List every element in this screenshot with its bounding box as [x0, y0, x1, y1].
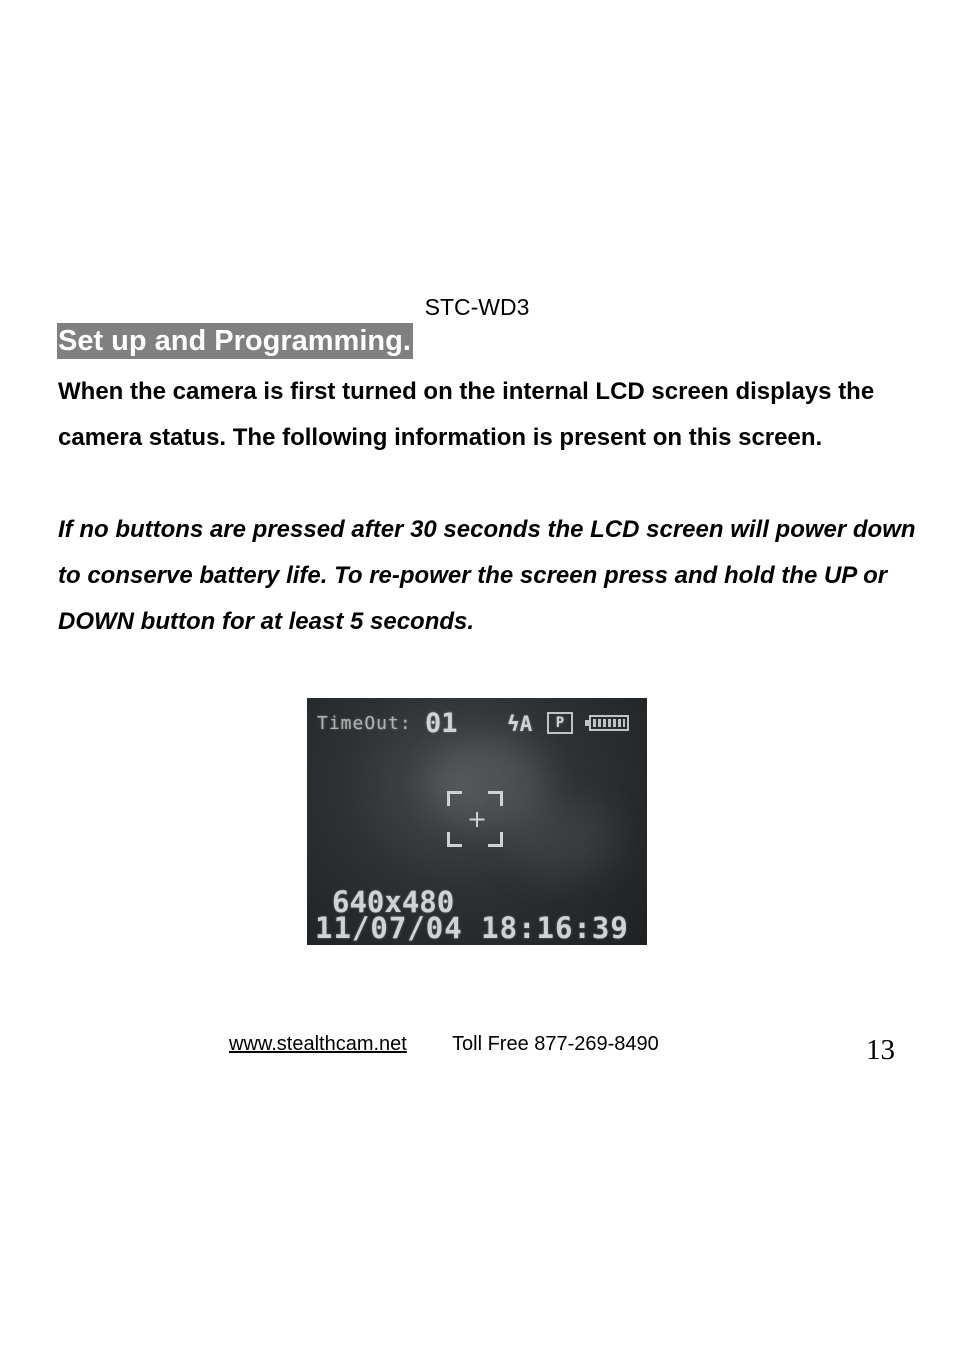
- website-link[interactable]: www.stealthcam.net: [229, 1033, 407, 1055]
- timeout-label: TimeOut:: [317, 713, 412, 734]
- resolution-readout: 640x480: [332, 885, 455, 919]
- datetime-readout: 11/07/04 18:16:39: [315, 911, 629, 945]
- intro-paragraph: When the camera is first turned on the internal LCD screen displays the camera status. The following information is present on this screen.: [58, 378, 875, 451]
- note-paragraph: If no buttons are pressed after 30 seconds the LCD screen will power down to conserve battery life. To re-power the screen press and hold the UP or DOWN button for at least 5 seconds.: [58, 516, 916, 635]
- lcd-screen-image: [307, 698, 647, 945]
- page-number: 13: [866, 1034, 895, 1066]
- section-title: Set up and Programming.: [58, 325, 411, 357]
- flash-auto-icon: ϟA: [507, 712, 533, 736]
- program-mode-icon: P: [547, 712, 573, 734]
- focus-frame-icon: +: [447, 791, 503, 847]
- timeout-value: 01: [425, 708, 458, 739]
- model-name: STC-WD3: [424, 294, 530, 320]
- battery-icon: [589, 715, 629, 731]
- toll-free-phone: Toll Free 877-269-8490: [452, 1033, 659, 1055]
